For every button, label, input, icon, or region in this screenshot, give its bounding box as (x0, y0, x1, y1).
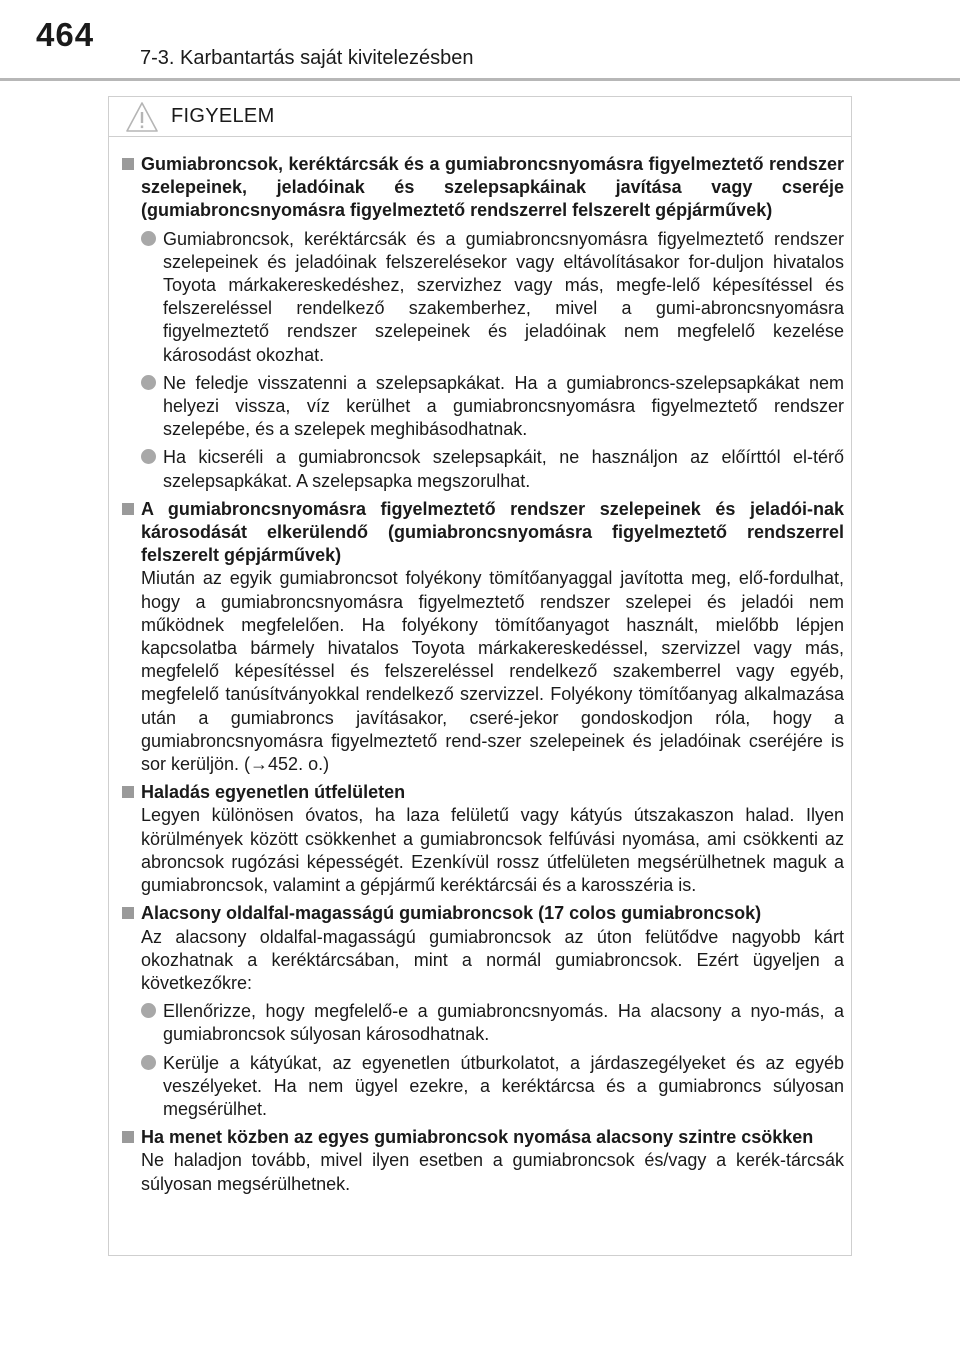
warning-triangle-icon (125, 101, 159, 133)
round-bullet-icon (141, 231, 156, 246)
section-title: Ha menet közben az egyes gumiabroncsok nyomása alacsony szintre csökken (141, 1127, 814, 1148)
section (119, 902, 844, 1121)
square-bullet-icon (122, 503, 134, 515)
bullet-text: Ne feledje visszatenni a szelepsapkákat. Ha a gumiabroncs-szelepsapkákat nem helyezi vissza, víz kerülhet a gumiabroncsnyomásra figyelmeztető rendszer szelepébe, és a szelepek meghibásodhatnak. (163, 372, 844, 440)
section-text: Az alacsony oldalfal-magasságú gumiabroncsok az úton felütődve nagyobb kárt okozhatnak a keréktárcsában, mint a normál gumiabroncsok. Ezért ügyeljen a következőkre: (141, 926, 844, 993)
section (119, 1126, 844, 1196)
section (119, 781, 844, 897)
square-bullet-icon (122, 158, 134, 170)
section-text: Legyen különösen óvatos, ha laza felületű vagy kátyús útszakaszon halad. Ilyen körülmények között csökkenhet a gumiabroncsok felfúvási nyomása, ami csökkenti az abroncsok rugózási képességét. Ezenkívül rossz útfelületen megsérülhetnek maguk a gumiabroncsok, valamint a gépjármű keréktárcsái és a karosszéria is. (141, 805, 844, 896)
section-title: Alacsony oldalfal-magasságú gumiabroncsok (17 colos gumiabroncsok) (141, 903, 762, 924)
bullet-text: Ellenőrizze, hogy megfelelő-e a gumiabroncsnyomás. Ha alacsony a nyo-más, a gumiabroncsok súlyosan károsodhatnak. (163, 1001, 844, 1045)
round-bullet-icon (141, 1055, 156, 1070)
section-title: A gumiabroncsnyomásra figyelmeztető rendszer szelepeinek és jeladói-nak károsodását elkerülendő (gumiabroncsnyomásra figyelmeztető rendszerrel felszerelt gépjárművek) (141, 498, 844, 566)
section-title: Haladás egyenetlen útfelületen (141, 782, 406, 803)
page-header (0, 0, 960, 82)
round-bullet-icon (141, 1003, 156, 1018)
bullet-text: Gumiabroncsok, keréktárcsák és a gumiabroncsnyomásra figyelmeztető rendszer szelepeinek és jeladóinak felszerelésekor vagy eltávolításakor for-duljon hivatalos Toyota márkakereskedéshez, szervizhez vagy más, megfe-lelő képesítéssel és felszereléssel rendelkező szakemberhez, mivel a gumi-abroncsnyomásra figyelmeztető rendszer szelepeinek és jeladóinak nem megfelelő kezelése károsodást okozhat. (163, 228, 844, 365)
bullet-item (141, 446, 844, 492)
bullet-text: Kerülje a kátyúkat, az egyenetlen útburkolatot, a járdaszegélyeket és az egyéb veszélyeket. Ha nem ügyel ezekre, a keréktárcsa és a gumiabroncs súlyosan megsérülhet. (163, 1052, 844, 1119)
section-title: Gumiabroncsok, keréktárcsák és a gumiabroncsnyomásra figyelmeztető rendszer szelepeinek, jeladóinak és szelepsapkáinak javítása vagy cseréje (gumiabroncsnyomásra figyelmeztető rendszerrel felszerelt gépjárművek) (141, 154, 844, 221)
warning-box (108, 96, 852, 1256)
square-bullet-icon (122, 907, 134, 919)
bullet-item (141, 1000, 844, 1046)
section-text: Miután az egyik gumiabroncsot folyékony tömítőanyaggal javította meg, elő-fordulhat, hogy a gumiabroncsnyomásra figyelmeztető rendszer szelepei és jeladói nem működnek megfelelően. Ha folyékony tömítőanyagot használt, mielőbb lépjen kapcsolatba bármely hivatalos Toyota márkakereskedéssel, szervizzel vagy más, megfelelő képesítéssel és felszereléssel rendelkező szakemberrel vagy egyéb, megfelelő tanúsítványokkal rendelkező szervizzel. Folyékony tömítőanyag alkalmazása után a gumiabroncs javításakor, cseré-jekor gondoskodjon róla, hogy a gumiabroncsnyomásra figyelmeztető rend-szer szelepeinek és jeladóinak cseréjére is sor kerüljön. (→452. o.) (141, 568, 844, 775)
bullet-item (141, 372, 844, 442)
bullet-item (141, 228, 844, 367)
header-rule (0, 78, 960, 81)
bullet-item (141, 1052, 844, 1122)
chapter-title: 7-3. Karbantartás saját kivitelezésben (140, 47, 474, 69)
page-number: 464 (36, 16, 95, 53)
warning-header (109, 97, 851, 137)
warning-content (119, 153, 844, 1201)
round-bullet-icon (141, 375, 156, 390)
round-bullet-icon (141, 449, 156, 464)
section-text: Ne haladjon tovább, mivel ilyen esetben a gumiabroncsok és/vagy a kerék-tárcsák súlyosan megsérülhetnek. (141, 1150, 844, 1194)
warning-title: FIGYELEM (171, 105, 275, 127)
section (119, 153, 844, 493)
section (119, 498, 844, 776)
bullet-text: Ha kicseréli a gumiabroncsok szelepsapkáit, ne használjon az előírttól el-térő szelepsapkákat. A szelepsapka megszorulhat. (163, 447, 844, 491)
square-bullet-icon (122, 786, 134, 798)
square-bullet-icon (122, 1131, 134, 1143)
